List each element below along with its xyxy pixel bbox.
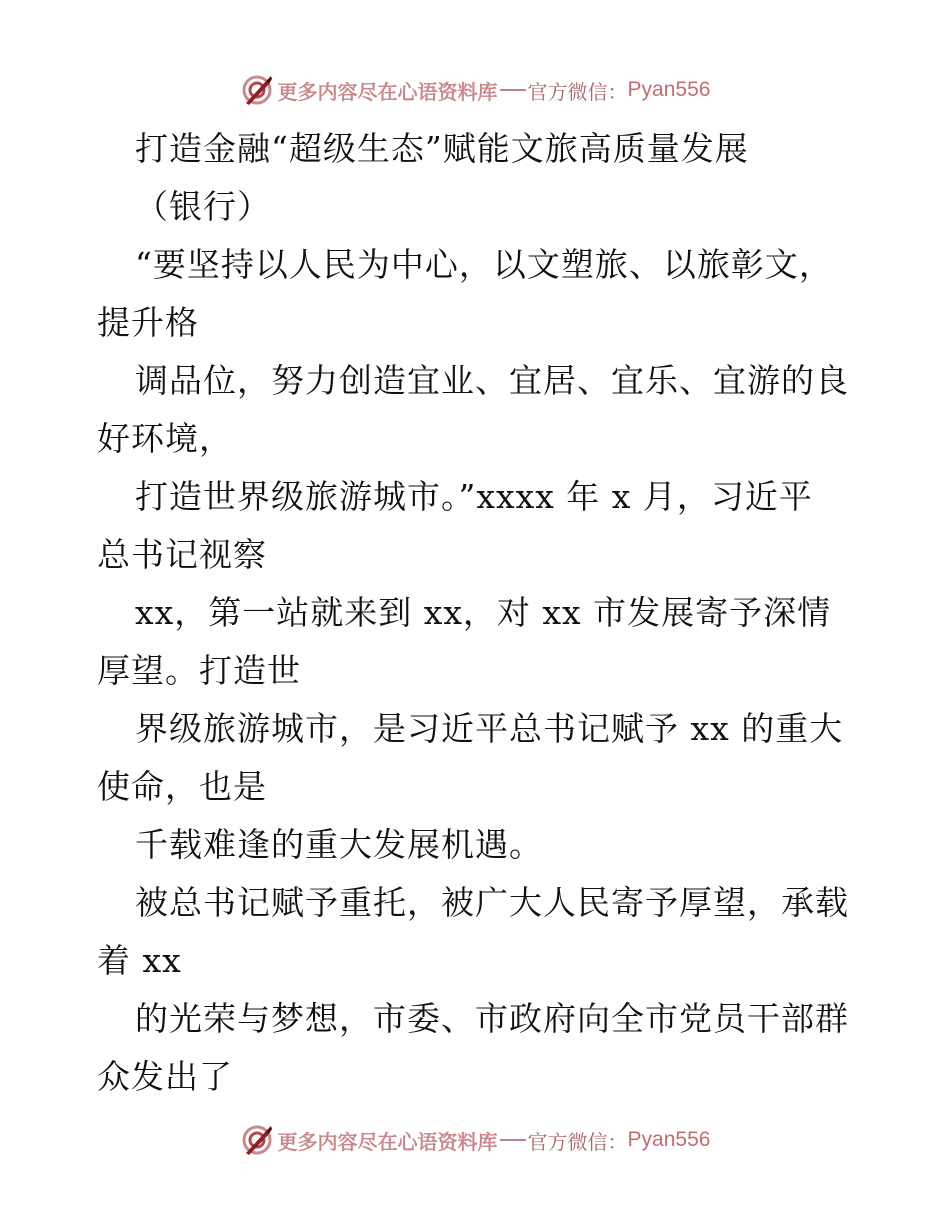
document-line-2: “要坚持以人民为中心，以文塑旅、以旅彰文， bbox=[135, 245, 833, 284]
document-line-3: 提升格 bbox=[97, 303, 199, 342]
document-line-8: xx，第一站就来到 xx，对 xx 市发展寄予深情 bbox=[135, 593, 832, 632]
watermark-site-name: 更多内容尽在心语资料库 bbox=[277, 1129, 498, 1154]
pen-swirl-logo-icon bbox=[240, 73, 274, 107]
document-line-13: 被总书记赋予重托，被广大人民寄予厚望，承载 bbox=[135, 883, 849, 922]
watermark-wechat-id: Pyan556 bbox=[627, 1128, 711, 1151]
document-line-16: 众发出了 bbox=[97, 1057, 233, 1096]
bottom-watermark-banner bbox=[0, 1120, 950, 1160]
watermark-wechat-label: 官方微信： bbox=[527, 1129, 628, 1154]
watermark-site-name: 更多内容尽在心语资料库 bbox=[277, 79, 498, 104]
document-line-7: 总书记视察 bbox=[97, 535, 267, 574]
document-line-1: （银行） bbox=[135, 187, 271, 226]
pen-swirl-logo-icon bbox=[240, 1123, 274, 1157]
document-line-9: 厚望。打造世 bbox=[97, 651, 301, 690]
watermark-wechat-id: Pyan556 bbox=[627, 78, 711, 101]
watermark-dash bbox=[500, 89, 526, 91]
document-line-5: 好环境， bbox=[97, 419, 233, 458]
top-watermark-banner bbox=[0, 70, 950, 110]
document-line-10: 界级旅游城市，是习近平总书记赋予 xx 的重大 bbox=[135, 709, 844, 748]
watermark-dash bbox=[500, 1139, 526, 1141]
document-line-4: 调品位，努力创造宜业、宜居、宜乐、宜游的良 bbox=[135, 361, 849, 400]
document-line-11: 使命，也是 bbox=[97, 767, 267, 806]
document-title: 打造金融“超级生态”赋能文旅高质量发展 bbox=[135, 129, 749, 168]
document-line-15: 的光荣与梦想，市委、市政府向全市党员干部群 bbox=[135, 999, 849, 1038]
document-line-14: 着 xx bbox=[97, 941, 182, 980]
document-line-12: 千载难逢的重大发展机遇。 bbox=[135, 825, 543, 864]
watermark-wechat-label: 官方微信： bbox=[527, 79, 628, 104]
document-line-6: 打造世界级旅游城市。”xxxx 年 x 月，习近平 bbox=[135, 477, 813, 516]
